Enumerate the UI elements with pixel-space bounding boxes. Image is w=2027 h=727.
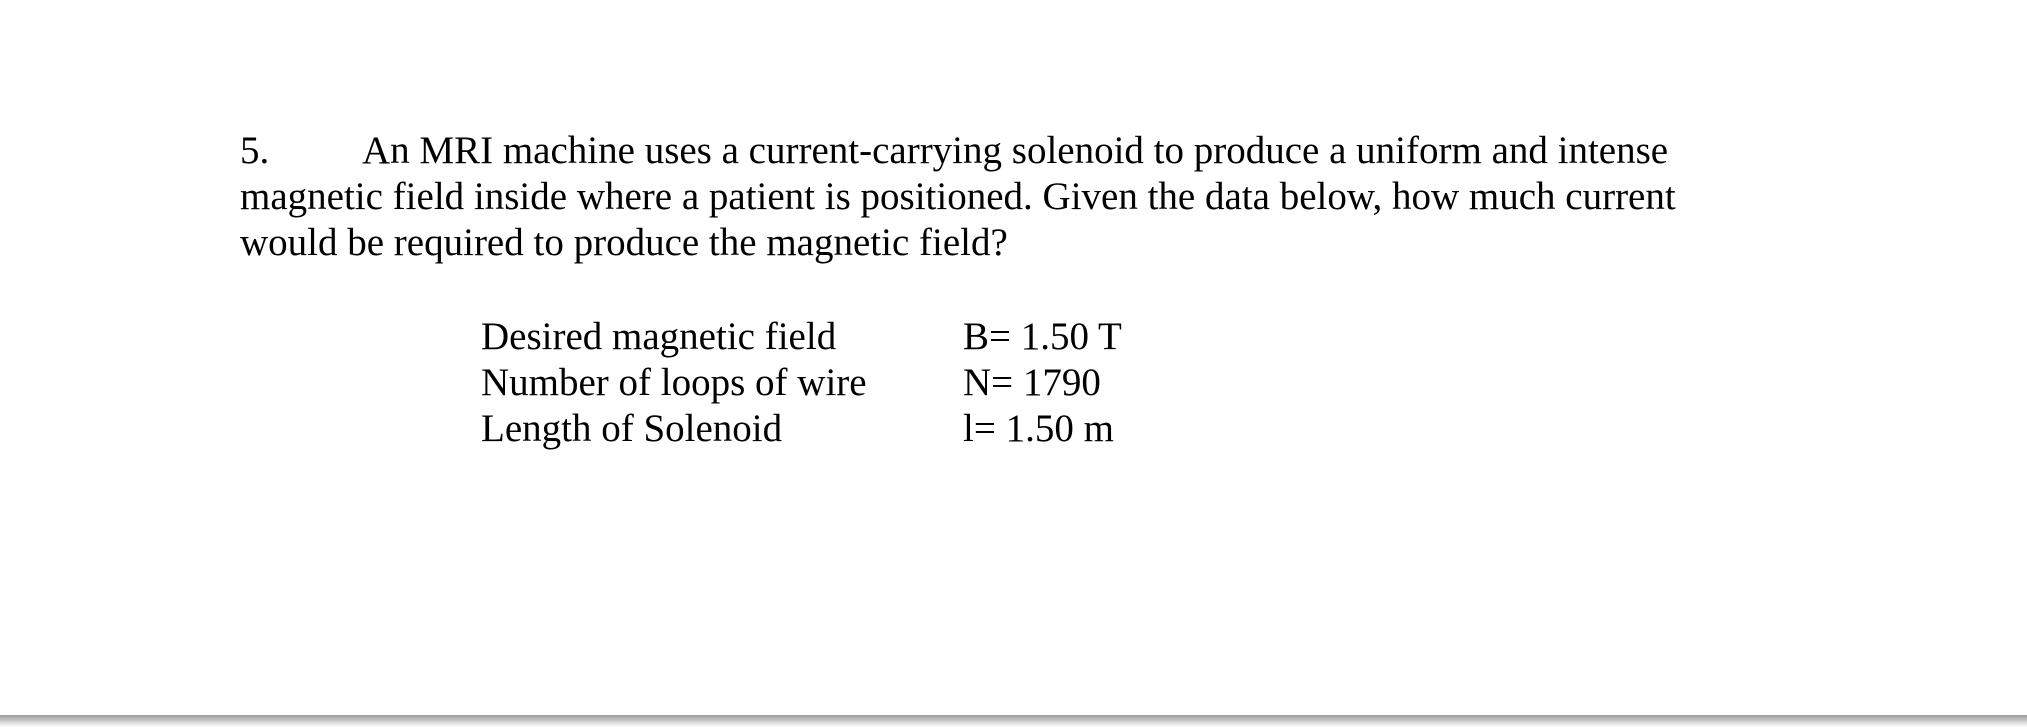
page-bottom-shadow xyxy=(0,715,2027,727)
data-row-length xyxy=(481,406,1263,452)
given-data-table xyxy=(481,314,1263,452)
question-text-line-2: magnetic field inside where a patient is positioned. Given the data below, how much current xyxy=(240,175,1676,218)
data-label: Number of loops of wire xyxy=(481,361,867,404)
question-block xyxy=(240,128,1800,266)
data-label: Desired magnetic field xyxy=(481,315,837,358)
data-value: N= 1790 xyxy=(963,361,1101,404)
data-row-magnetic-field xyxy=(481,314,1263,360)
question-line xyxy=(240,128,1800,174)
question-text-line-1: An MRI machine uses a current-carrying solenoid to produce a uniform and intense xyxy=(362,129,1669,172)
data-label: Length of Solenoid xyxy=(481,407,783,450)
question-number: 5. xyxy=(240,129,270,172)
question-text-line-3: would be required to produce the magnetic field? xyxy=(240,221,1008,264)
data-row-loops xyxy=(481,360,1263,406)
data-value: B= 1.50 T xyxy=(963,315,1122,358)
data-value: l= 1.50 m xyxy=(963,407,1114,450)
